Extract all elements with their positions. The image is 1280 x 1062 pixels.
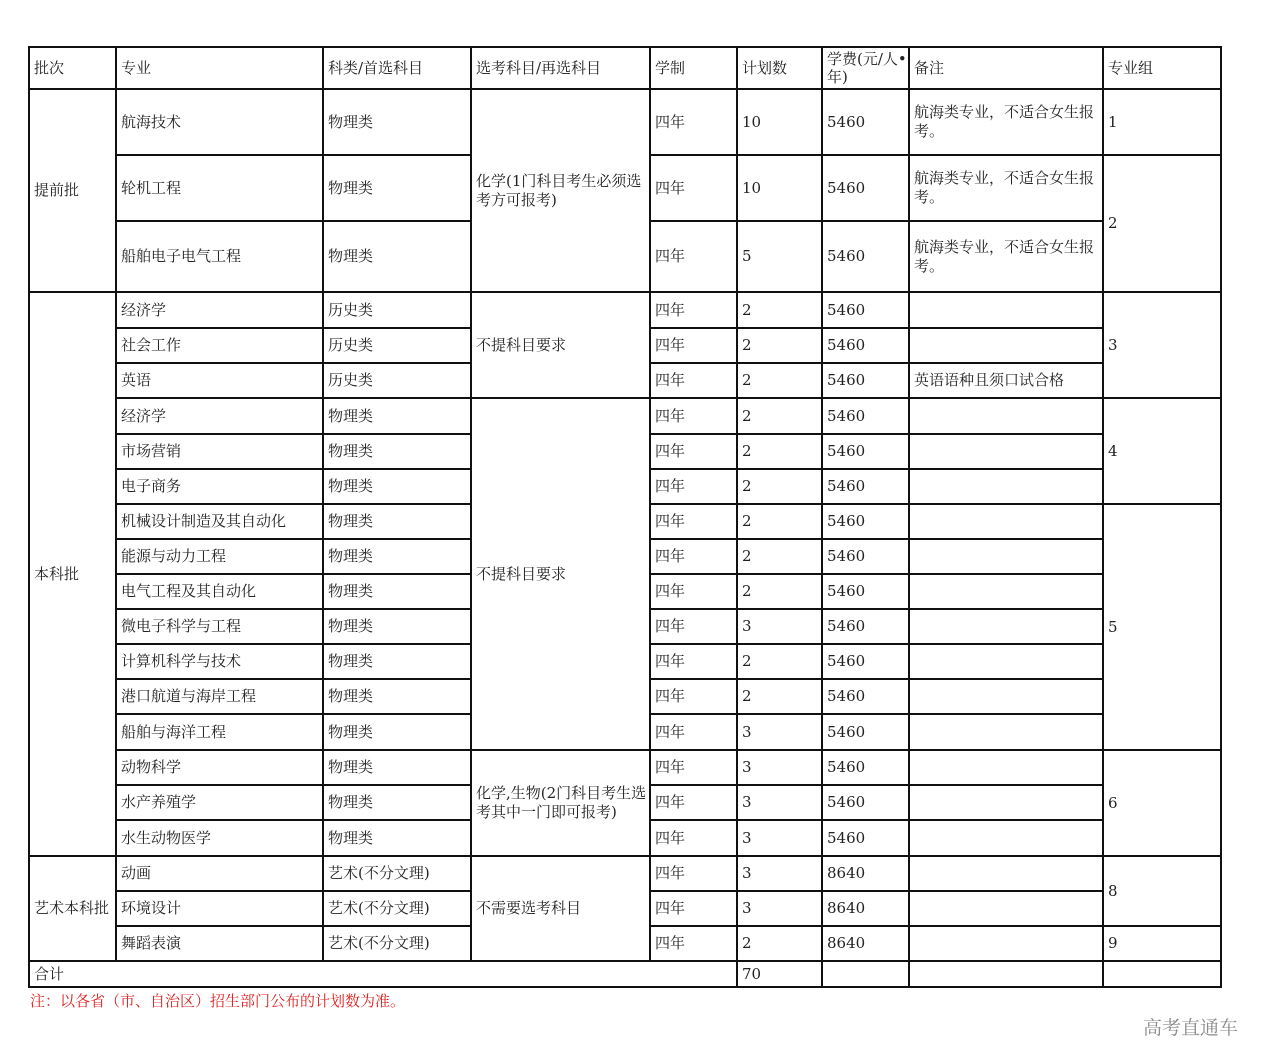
duration-cell: 四年 (650, 221, 737, 292)
major-cell: 电子商务 (116, 469, 323, 504)
tuition-cell: 8640 (822, 891, 909, 926)
header-major: 专业 (116, 47, 323, 89)
major-cell: 英语 (116, 363, 323, 398)
category-cell: 历史类 (323, 363, 471, 398)
category-cell: 物理类 (323, 221, 471, 292)
plan-cell: 2 (737, 328, 822, 363)
header-elective: 选考科目/再选科目 (471, 47, 650, 89)
duration-cell: 四年 (650, 644, 737, 679)
remark-cell (909, 539, 1103, 574)
duration-cell: 四年 (650, 750, 737, 785)
category-cell: 物理类 (323, 609, 471, 644)
duration-cell: 四年 (650, 398, 737, 434)
remark-cell: 航海类专业，不适合女生报考。 (909, 221, 1103, 292)
header-row (29, 47, 1221, 89)
category-cell: 物理类 (323, 434, 471, 469)
remark-cell (909, 434, 1103, 469)
major-cell: 计算机科学与技术 (116, 644, 323, 679)
duration-cell: 四年 (650, 714, 737, 750)
duration-cell: 四年 (650, 363, 737, 398)
remark-cell: 航海类专业，不适合女生报考。 (909, 155, 1103, 221)
batch-cell: 提前批 (29, 89, 116, 292)
duration-cell: 四年 (650, 539, 737, 574)
plan-cell: 2 (737, 292, 822, 328)
plan-cell: 3 (737, 714, 822, 750)
major-cell: 水生动物医学 (116, 820, 323, 856)
tuition-cell: 5460 (822, 504, 909, 539)
category-cell: 物理类 (323, 750, 471, 785)
plan-cell: 2 (737, 469, 822, 504)
total-empty (1103, 961, 1221, 987)
batch-cell: 本科批 (29, 292, 116, 856)
category-cell: 物理类 (323, 574, 471, 609)
remark-cell: 英语语种且须口试合格 (909, 363, 1103, 398)
tuition-cell: 5460 (822, 398, 909, 434)
category-cell: 物理类 (323, 714, 471, 750)
duration-cell: 四年 (650, 155, 737, 221)
major-cell: 环境设计 (116, 891, 323, 926)
remark-cell (909, 856, 1103, 891)
elective-cell: 不需要选考科目 (471, 856, 650, 961)
category-cell: 物理类 (323, 155, 471, 221)
elective-cell: 化学(1门科目考生必须选考方可报考) (471, 89, 650, 292)
category-cell: 物理类 (323, 89, 471, 155)
tuition-cell: 5460 (822, 785, 909, 820)
category-cell: 历史类 (323, 328, 471, 363)
major-cell: 机械设计制造及其自动化 (116, 504, 323, 539)
category-cell: 物理类 (323, 644, 471, 679)
group-cell: 6 (1103, 750, 1221, 856)
total-plan: 70 (737, 961, 822, 987)
duration-cell: 四年 (650, 504, 737, 539)
plan-cell: 3 (737, 785, 822, 820)
plan-cell: 5 (737, 221, 822, 292)
group-cell: 3 (1103, 292, 1221, 398)
plan-cell: 10 (737, 89, 822, 155)
tuition-cell: 5460 (822, 574, 909, 609)
major-cell: 轮机工程 (116, 155, 323, 221)
batch-cell: 艺术本科批 (29, 856, 116, 961)
major-cell: 水产养殖学 (116, 785, 323, 820)
major-cell: 经济学 (116, 398, 323, 434)
remark-cell (909, 926, 1103, 961)
total-empty (822, 961, 909, 987)
header-remarks: 备注 (909, 47, 1103, 89)
table-row (29, 856, 1221, 891)
major-cell: 船舶与海洋工程 (116, 714, 323, 750)
header-plan-count: 计划数 (737, 47, 822, 89)
plan-cell: 2 (737, 644, 822, 679)
tuition-cell: 5460 (822, 714, 909, 750)
category-cell: 艺术(不分文理) (323, 926, 471, 961)
major-cell: 市场营销 (116, 434, 323, 469)
remark-cell (909, 785, 1103, 820)
duration-cell: 四年 (650, 679, 737, 714)
elective-cell: 不提科目要求 (471, 398, 650, 750)
tuition-cell: 5460 (822, 328, 909, 363)
remark-cell (909, 574, 1103, 609)
duration-cell: 四年 (650, 574, 737, 609)
total-empty (909, 961, 1103, 987)
enrollment-plan-table (28, 46, 1222, 988)
tuition-cell: 5460 (822, 820, 909, 856)
category-cell: 物理类 (323, 539, 471, 574)
tuition-cell: 5460 (822, 539, 909, 574)
major-cell: 能源与动力工程 (116, 539, 323, 574)
duration-cell: 四年 (650, 891, 737, 926)
remark-cell (909, 714, 1103, 750)
duration-cell: 四年 (650, 609, 737, 644)
plan-cell: 3 (737, 856, 822, 891)
remark-cell (909, 398, 1103, 434)
remark-cell (909, 328, 1103, 363)
major-cell: 动画 (116, 856, 323, 891)
header-duration: 学制 (650, 47, 737, 89)
remark-cell (909, 750, 1103, 785)
duration-cell: 四年 (650, 820, 737, 856)
major-cell: 船舶电子电气工程 (116, 221, 323, 292)
plan-cell: 2 (737, 398, 822, 434)
tuition-cell: 5460 (822, 750, 909, 785)
plan-cell: 10 (737, 155, 822, 221)
tuition-cell: 5460 (822, 609, 909, 644)
category-cell: 物理类 (323, 469, 471, 504)
table-row (29, 398, 1221, 434)
duration-cell: 四年 (650, 434, 737, 469)
duration-cell: 四年 (650, 469, 737, 504)
header-group: 专业组 (1103, 47, 1221, 89)
major-cell: 舞蹈表演 (116, 926, 323, 961)
total-row (29, 961, 1221, 987)
remark-cell (909, 292, 1103, 328)
tuition-cell: 5460 (822, 644, 909, 679)
remark-cell (909, 679, 1103, 714)
group-cell: 9 (1103, 926, 1221, 961)
header-category: 科类/首选科目 (323, 47, 471, 89)
remark-cell: 航海类专业，不适合女生报考。 (909, 89, 1103, 155)
category-cell: 物理类 (323, 398, 471, 434)
major-cell: 动物科学 (116, 750, 323, 785)
plan-cell: 3 (737, 891, 822, 926)
major-cell: 社会工作 (116, 328, 323, 363)
elective-cell: 不提科目要求 (471, 292, 650, 398)
category-cell: 物理类 (323, 504, 471, 539)
plan-cell: 3 (737, 750, 822, 785)
total-label: 合计 (29, 961, 737, 987)
duration-cell: 四年 (650, 328, 737, 363)
tuition-cell: 5460 (822, 155, 909, 221)
tuition-cell: 5460 (822, 469, 909, 504)
plan-cell: 2 (737, 434, 822, 469)
table-row (29, 292, 1221, 328)
duration-cell: 四年 (650, 292, 737, 328)
footnote: 注：以各省（市、自治区）招生部门公布的计划数为准。 (30, 992, 406, 1010)
duration-cell: 四年 (650, 926, 737, 961)
tuition-cell: 8640 (822, 926, 909, 961)
plan-cell: 2 (737, 504, 822, 539)
remark-cell (909, 609, 1103, 644)
plan-cell: 2 (737, 539, 822, 574)
major-cell: 经济学 (116, 292, 323, 328)
group-cell: 1 (1103, 89, 1221, 155)
group-cell: 2 (1103, 155, 1221, 292)
major-cell: 航海技术 (116, 89, 323, 155)
remark-cell (909, 820, 1103, 856)
tuition-cell: 5460 (822, 89, 909, 155)
major-cell: 微电子科学与工程 (116, 609, 323, 644)
category-cell: 物理类 (323, 820, 471, 856)
remark-cell (909, 891, 1103, 926)
category-cell: 物理类 (323, 679, 471, 714)
remark-cell (909, 504, 1103, 539)
duration-cell: 四年 (650, 856, 737, 891)
tuition-cell: 5460 (822, 363, 909, 398)
major-cell: 电气工程及其自动化 (116, 574, 323, 609)
group-cell: 4 (1103, 398, 1221, 504)
group-cell: 8 (1103, 856, 1221, 926)
category-cell: 物理类 (323, 785, 471, 820)
plan-cell: 2 (737, 574, 822, 609)
category-cell: 艺术(不分文理) (323, 891, 471, 926)
major-cell: 港口航道与海岸工程 (116, 679, 323, 714)
category-cell: 历史类 (323, 292, 471, 328)
tuition-cell: 8640 (822, 856, 909, 891)
tuition-cell: 5460 (822, 292, 909, 328)
tuition-cell: 5460 (822, 221, 909, 292)
duration-cell: 四年 (650, 785, 737, 820)
remark-cell (909, 469, 1103, 504)
plan-cell: 2 (737, 363, 822, 398)
tuition-cell: 5460 (822, 434, 909, 469)
plan-cell: 3 (737, 609, 822, 644)
remark-cell (909, 644, 1103, 679)
group-cell: 5 (1103, 504, 1221, 750)
tuition-cell: 5460 (822, 679, 909, 714)
table-row (29, 89, 1221, 155)
header-tuition: 学费(元/人•年) (822, 47, 909, 89)
elective-cell: 化学,生物(2门科目考生选考其中一门即可报考) (471, 750, 650, 856)
watermark: 高考直通车 (1143, 1017, 1239, 1039)
category-cell: 艺术(不分文理) (323, 856, 471, 891)
table-row (29, 750, 1221, 785)
plan-cell: 3 (737, 820, 822, 856)
plan-cell: 2 (737, 679, 822, 714)
plan-cell: 2 (737, 926, 822, 961)
header-batch: 批次 (29, 47, 116, 89)
duration-cell: 四年 (650, 89, 737, 155)
